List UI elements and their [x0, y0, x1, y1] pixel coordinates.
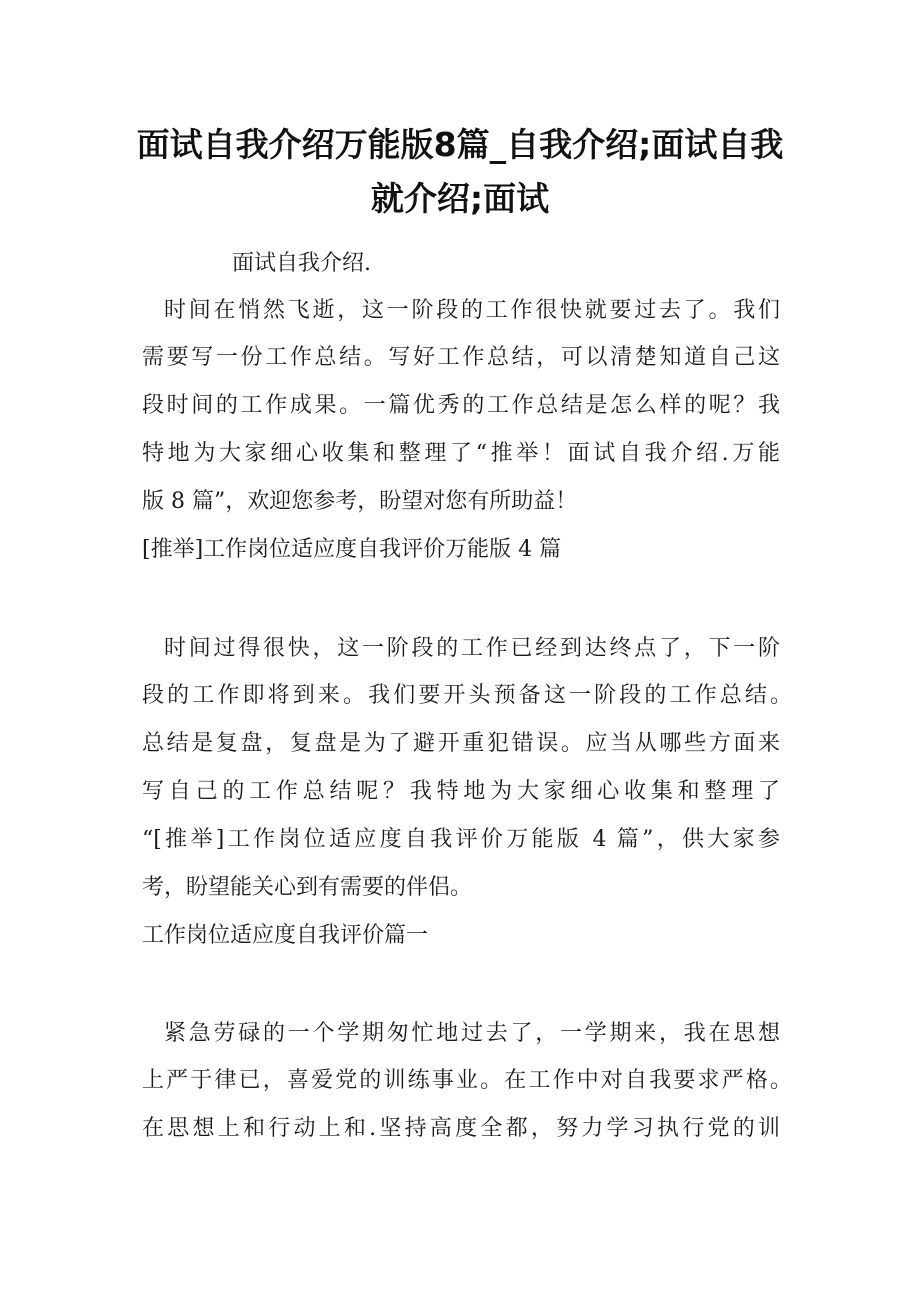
section2-line-3: 在思想上和行动上和.坚持高度全都，努力学习执行党的训: [142, 1116, 780, 1141]
section1-line-3: 总结是复盘，复盘是为了避开重犯错误。应当从哪些方面来: [142, 731, 780, 756]
intro-line-2: 需要写一份工作总结。写好工作总结，可以清楚知道自己这: [142, 345, 780, 370]
intro-line-4: 特地为大家细心收集和整理了“推举！面试自我介绍.万能: [142, 441, 780, 466]
intro-line-1: 时间在悄然飞逝，这一阶段的工作很快就要过去了。我们: [164, 298, 780, 323]
intro-line-5: 版 8 篇”，欢迎您参考，盼望对您有所助益！: [142, 489, 578, 514]
section2-heading: 工作岗位适应度自我评价篇一: [142, 923, 429, 948]
section1-line-4: 写自己的工作总结呢？我特地为大家细心收集和整理了: [142, 779, 780, 804]
section1-line-1: 时间过得很快，这一阶段的工作已经到达终点了，下一阶: [164, 636, 780, 661]
section2-line-1: 紧急劳碌的一个学期匆忙地过去了，一学期来，我在思想: [164, 1021, 780, 1046]
intro-line-3: 段时间的工作成果。一篇优秀的工作总结是怎么样的呢？我: [142, 393, 780, 418]
document-title: 面试自我介绍万能版8篇_自我介绍;面试自我就介绍;面试: [136, 125, 784, 218]
section1-line-5: “[推举]工作岗位适应度自我评价万能版 4 篇”，供大家参: [142, 827, 780, 852]
section1-line-6: 考，盼望能关心到有需要的伴侣。: [142, 875, 473, 900]
subtitle: 面试自我介绍.: [232, 251, 371, 276]
section1-heading: [推举]工作岗位适应度自我评价万能版 4 篇: [142, 537, 562, 562]
section2-line-2: 上严于律已，喜爱党的训练事业。在工作中对自我要求严格。: [142, 1068, 792, 1093]
section1-line-2: 段的工作即将到来。我们要开头预备这一阶段的工作总结。: [142, 683, 792, 708]
